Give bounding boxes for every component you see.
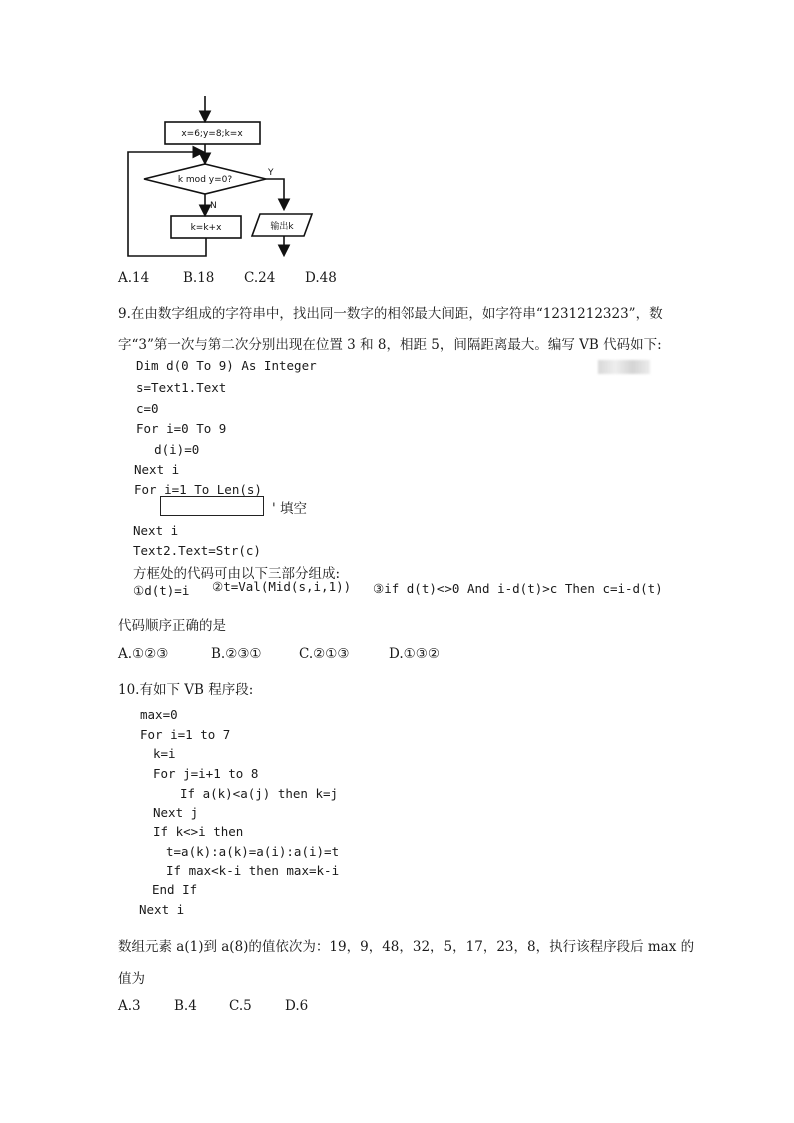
q10-desc-line2: 值为	[118, 971, 145, 987]
q9-code-line: For i=0 To 9	[136, 421, 227, 436]
q9-part-2: ②t=Val(Mid(s,i,1))	[212, 579, 352, 594]
q9-stem-line2: 字“3”第一次与第二次分别出现在位置 3 和 8，相距 5，间隔距离最大。编写 VB 代码如下:	[118, 337, 662, 353]
yes-label: Y	[268, 168, 274, 178]
q10-code-line: If k<>i then	[153, 824, 244, 839]
fill-in-blank-box	[160, 496, 264, 516]
q9-code-line: For i=1 To Len(s)	[134, 482, 262, 497]
q9-parts-intro: 方框处的代码可由以下三部分组成:	[133, 566, 341, 582]
q9-code-line: Next i	[134, 462, 180, 477]
q10-option-b: B.4	[174, 998, 197, 1014]
q10-code-line: t=a(k):a(k)=a(i):a(i)=t	[166, 844, 340, 859]
q9-question: 代码顺序正确的是	[118, 618, 226, 634]
q10-code-line: max=0	[140, 707, 178, 722]
q9-code-line: s=Text1.Text	[136, 380, 227, 395]
q8-option-a: A.14	[118, 270, 150, 286]
q10-desc-line1: 数组元素 a(1)到 a(8)的值依次为：19，9，48，32，5，17，23，8，执行该程序段后 max 的	[118, 939, 695, 955]
loop-back-line	[128, 152, 206, 256]
q10-code-line: Next j	[153, 805, 199, 820]
q9-stem-line1: 9.在由数字组成的字符串中，找出同一数字的相邻最大间距，如字符串“1231212323”，数	[118, 306, 663, 322]
q10-option-c: C.5	[229, 998, 252, 1014]
q9-code-line: d(i)=0	[124, 442, 200, 457]
q10-code-line: End If	[152, 882, 198, 897]
q10-code-line: For j=i+1 to 8	[153, 766, 259, 781]
decision-text: k mod y=0?	[177, 175, 233, 185]
q10-code-line: For i=1 to 7	[140, 727, 231, 742]
init-text: x=6;y=8;k=x	[181, 129, 243, 139]
output-text: 输出k	[270, 222, 294, 232]
q9-option-d: D.①③②	[389, 646, 440, 662]
q10-option-d: D.6	[285, 998, 309, 1014]
flowchart-diagram	[118, 90, 348, 265]
blank-note: ' 填空	[272, 501, 308, 517]
q9-part-3: ③if d(t)<>0 And i-d(t)>c Then c=i-d(t)	[373, 581, 663, 596]
q10-option-a: A.3	[118, 998, 141, 1014]
update-text: k=k+x	[190, 223, 222, 233]
q9-code-line: c=0	[136, 401, 159, 416]
q9-option-b: B.②③①	[211, 646, 262, 662]
yes-branch-line	[266, 179, 284, 208]
q9-option-c: C.②①③	[299, 646, 350, 662]
q10-stem: 10.有如下 VB 程序段:	[118, 682, 254, 698]
q9-code-line: Next i	[133, 523, 179, 538]
q9-code-line: Dim d(0 To 9) As Integer	[136, 358, 317, 373]
q10-code-line: If max<k-i then max=k-i	[166, 863, 340, 878]
blurred-mark	[598, 360, 650, 374]
q8-option-d: D.48	[305, 270, 337, 286]
q9-option-a: A.①②③	[118, 646, 169, 662]
q10-code-line: k=i	[153, 746, 176, 761]
q8-option-c: C.24	[244, 270, 276, 286]
q9-code-line: Text2.Text=Str(c)	[133, 543, 261, 558]
q8-option-b: B.18	[183, 270, 215, 286]
q9-part-1: ①d(t)=i	[133, 583, 190, 598]
q10-code-line: If a(k)<a(j) then k=j	[180, 786, 339, 801]
no-label: N	[210, 201, 217, 211]
q10-code-line: Next i	[139, 902, 185, 917]
